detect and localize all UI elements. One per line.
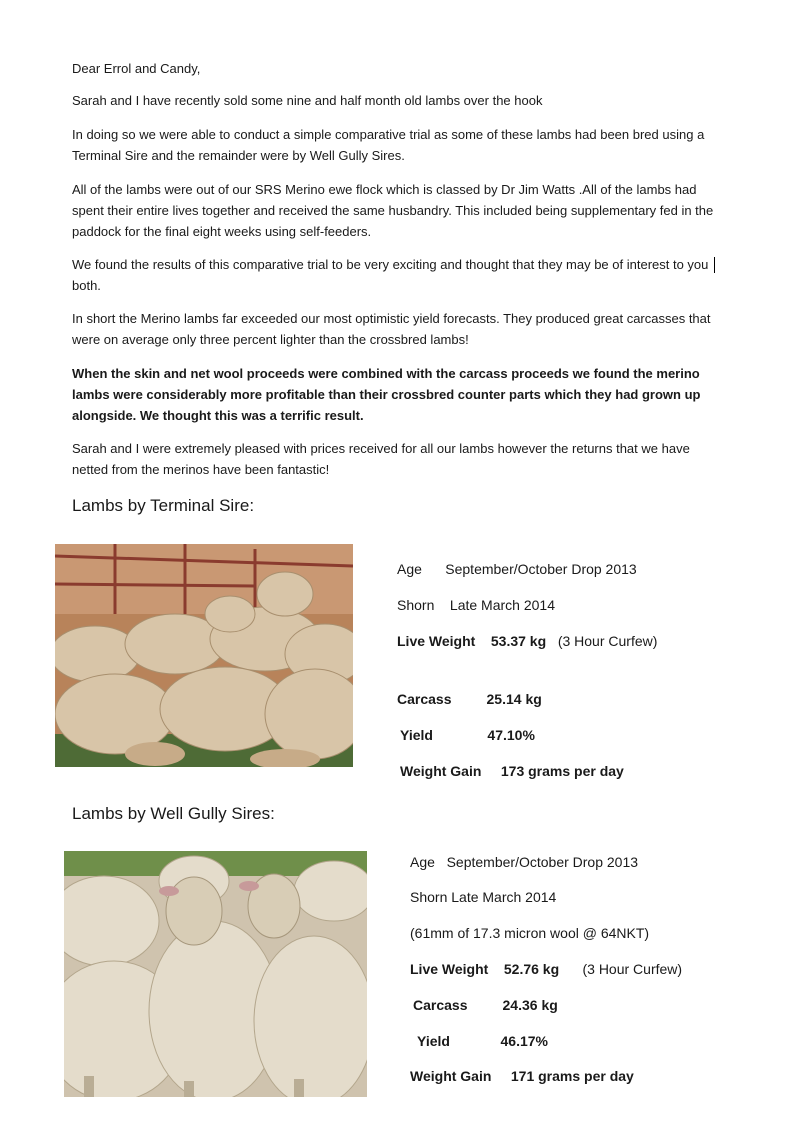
- wellgully-shorn-value: Late March 2014: [451, 889, 557, 905]
- terminal-live-weight-note: (3 Hour Curfew): [557, 633, 658, 649]
- wellgully-age-row: [410, 853, 638, 871]
- terminal-weight-gain-label: Weight Gain: [400, 763, 482, 779]
- wellgully-live-weight-row: [410, 960, 682, 978]
- wellgully-weight-gain-value: 171 grams per day: [510, 1068, 634, 1084]
- wellgully-age-value: September/October Drop 2013: [446, 854, 639, 870]
- terminal-weight-gain-value: 173 grams per day: [500, 763, 624, 779]
- paragraph-1: Sarah and I have recently sold some nine and half month old lambs over the hook: [72, 93, 543, 108]
- terminal-live-weight-row: [397, 632, 657, 650]
- wellgully-carcass-label: Carcass: [413, 997, 468, 1013]
- well-gully-heading: Lambs by Well Gully Sires:: [72, 804, 275, 823]
- paragraph-7: Sarah and I were extremely pleased with prices received for all our lambs however the returns that we have netted from the merinos have been fantastic!: [72, 441, 690, 477]
- paragraph-2: In doing so we were able to conduct a simple comparative trial as some of these lambs had been bred using a Terminal Sire and the remainder were by Well Gully Sires.: [72, 127, 705, 163]
- paragraph-3: All of the lambs were out of our SRS Merino ewe flock which is classed by Dr Jim Watts .All of the lambs had spent their entire lives together and received the same husbandry. This included being supplementary fed in the paddock for the final eight weeks using self-feeders.: [72, 182, 714, 239]
- terminal-live-weight-label: Live Weight: [397, 633, 476, 649]
- terminal-age-value: September/October Drop 2013: [445, 561, 637, 577]
- text-cursor: [714, 257, 715, 273]
- wellgully-live-weight-note: (3 Hour Curfew): [582, 961, 683, 977]
- wellgully-shorn-row: [410, 888, 556, 906]
- wellgully-yield-label: Yield: [417, 1033, 450, 1049]
- terminal-carcass-value: 25.14 kg: [486, 691, 542, 707]
- wellgully-weight-gain-label: Weight Gain: [410, 1068, 492, 1084]
- wellgully-carcass-row: [413, 996, 558, 1014]
- terminal-sire-lambs-photo: [55, 544, 353, 767]
- wellgully-yield-value: 46.17%: [500, 1033, 548, 1049]
- terminal-sire-heading: Lambs by Terminal Sire:: [72, 496, 255, 515]
- terminal-shorn-value: Late March 2014: [449, 597, 555, 613]
- terminal-carcass-label: Carcass: [397, 691, 452, 707]
- terminal-shorn-label: Shorn: [397, 597, 435, 613]
- wellgully-carcass-value: 24.36 kg: [502, 997, 558, 1013]
- wellgully-live-weight-value: 52.76 kg: [503, 961, 560, 977]
- wellgully-wool-note: (61mm of 17.3 micron wool @ 64NKT): [410, 925, 650, 941]
- greeting: Dear Errol and Candy,: [72, 61, 201, 76]
- terminal-yield-row: [400, 726, 535, 744]
- terminal-shorn-row: [397, 596, 555, 614]
- wellgully-weight-gain-row: [410, 1067, 634, 1085]
- terminal-yield-value: 47.10%: [487, 727, 535, 743]
- well-gully-lambs-photo: [64, 851, 367, 1097]
- terminal-yield-label: Yield: [400, 727, 433, 743]
- paragraph-4-text: We found the results of this comparative trial to be very exciting and thought that they may be of interest to you both.: [72, 257, 709, 293]
- wellgully-live-weight-label: Live Weight: [410, 961, 489, 977]
- paragraph-6: When the skin and net wool proceeds were combined with the carcass proceeds we found the merino lambs were considerably more profitable than their crossbred counter parts which they had grown up alongside. We thought this was a terrific result.: [72, 366, 701, 423]
- wellgully-shorn-label: Shorn: [410, 889, 448, 905]
- terminal-live-weight-value: 53.37 kg: [490, 633, 547, 649]
- terminal-age-row: [397, 560, 637, 578]
- terminal-carcass-row: [397, 690, 542, 708]
- terminal-age-label: Age: [397, 561, 422, 577]
- wellgully-age-label: Age: [410, 854, 435, 870]
- terminal-weight-gain-row: [400, 762, 624, 780]
- wellgully-yield-row: [417, 1032, 548, 1050]
- paragraph-5: In short the Merino lambs far exceeded our most optimistic yield forecasts. They produced great carcasses that were on average only three percent lighter than the crossbred lambs!: [72, 311, 711, 347]
- paragraph-4: [72, 254, 722, 296]
